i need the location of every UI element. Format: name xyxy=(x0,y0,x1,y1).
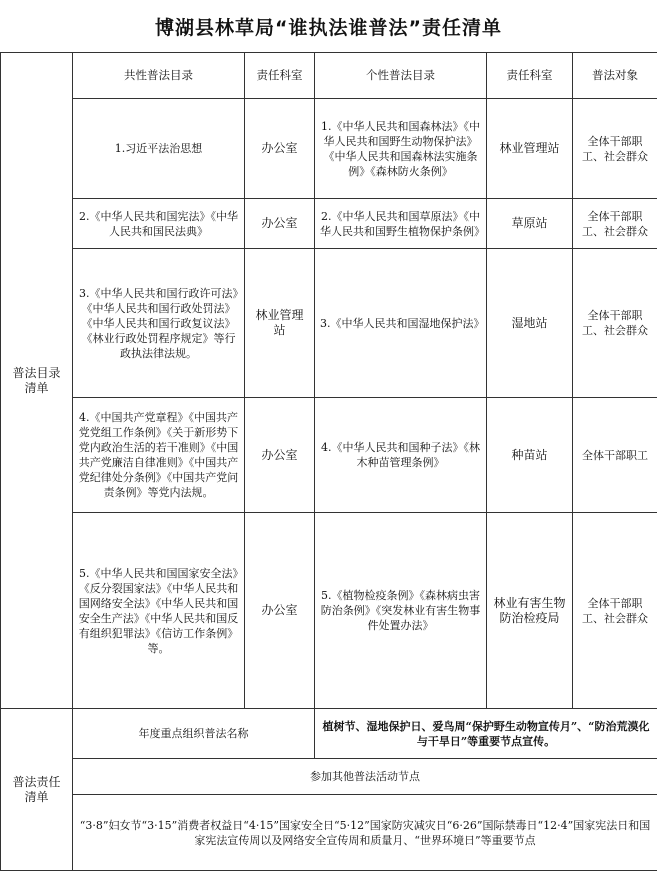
individual-dept: 林业有害生物防治检疫局 xyxy=(487,513,573,709)
table-row xyxy=(1,513,657,709)
header-row xyxy=(1,53,657,99)
common-dept: 办公室 xyxy=(245,99,315,199)
individual-dept: 草原站 xyxy=(487,199,573,249)
other-label-row xyxy=(1,759,657,795)
header-individual-catalog: 个性普法目录 xyxy=(315,53,487,99)
header-target: 普法对象 xyxy=(573,53,657,99)
common-dept: 办公室 xyxy=(245,398,315,513)
target-audience: 全体干部职工、社会群众 xyxy=(573,249,657,398)
annual-label: 年度重点组织普法名称 xyxy=(73,709,315,759)
annual-value: 植树节、湿地保护日、爱鸟周“保护野生动物宣传月”、“防治荒漠化与干旱日”等重要节点宣传。 xyxy=(315,709,657,759)
table-row xyxy=(1,99,657,199)
common-item: 5.《中华人民共和国国家安全法》《反分裂国家法》《中华人民共和国网络安全法》《中华人民共和国安全生产法》《中华人民共和国反有组织犯罪法》《信访工作条例》等。 xyxy=(73,513,245,709)
individual-item: 5.《植物检疫条例》《森林病虫害防治条例》《突发林业有害生物事件处置办法》 xyxy=(315,513,487,709)
target-audience: 全体干部职工、社会群众 xyxy=(573,199,657,249)
other-label: 参加其他普法活动节点 xyxy=(73,759,657,795)
target-audience: 全体干部职工、社会群众 xyxy=(573,513,657,709)
annual-row xyxy=(1,709,657,759)
table-row xyxy=(1,199,657,249)
page-title: 博湖县林草局“谁执法谁普法”责任清单 xyxy=(0,0,657,52)
individual-dept: 林业管理站 xyxy=(487,99,573,199)
header-dept-1: 责任科室 xyxy=(245,53,315,99)
common-item: 4.《中国共产党章程》《中国共产党党组工作条例》《关于新形势下党内政治生活的若干准则》《中国共产党廉洁自律准则》《中国共产党纪律处分条例》《中国共产党问责条例》等党内法规。 xyxy=(73,398,245,513)
responsibility-table xyxy=(0,52,657,871)
header-common-catalog: 共性普法目录 xyxy=(73,53,245,99)
individual-item: 4.《中华人民共和国种子法》《林木种苗管理条例》 xyxy=(315,398,487,513)
common-dept: 林业管理站 xyxy=(245,249,315,398)
individual-dept: 湿地站 xyxy=(487,249,573,398)
section-label-responsibility: 普法责任清单 xyxy=(1,709,73,871)
section-label-catalog: 普法目录清单 xyxy=(1,53,73,709)
table-row xyxy=(1,249,657,398)
individual-item: 2.《中华人民共和国草原法》《中华人民共和国野生植物保护条例》 xyxy=(315,199,487,249)
common-item: 2.《中华人民共和国宪法》《中华人民共和国民法典》 xyxy=(73,199,245,249)
header-dept-2: 责任科室 xyxy=(487,53,573,99)
target-audience: 全体干部职工、社会群众 xyxy=(573,99,657,199)
common-dept: 办公室 xyxy=(245,513,315,709)
individual-item: 3.《中华人民共和国湿地保护法》 xyxy=(315,249,487,398)
common-item: 1.习近平法治思想 xyxy=(73,99,245,199)
common-item: 3.《中华人民共和国行政许可法》《中华人民共和国行政处罚法》《中华人民共和国行政复议法》《林业行政处罚程序规定》等行政执法律法规。 xyxy=(73,249,245,398)
individual-dept: 种苗站 xyxy=(487,398,573,513)
other-value-row xyxy=(1,795,657,871)
table-row xyxy=(1,398,657,513)
common-dept: 办公室 xyxy=(245,199,315,249)
target-audience: 全体干部职工 xyxy=(573,398,657,513)
other-value: “3·8”妇女节“3·15”消费者权益日“4·15”国家安全日“5·12”国家防灾减灾日“6·26”国际禁毒日“12·4”国家宪法日和国家宪法宣传周以及网络安全宣传周和质量月、“世界环境日”等重要节点 xyxy=(73,795,657,871)
individual-item: 1.《中华人民共和国森林法》《中华人民共和国野生动物保护法》《中华人民共和国森林法实施条例》《森林防火条例》 xyxy=(315,99,487,199)
